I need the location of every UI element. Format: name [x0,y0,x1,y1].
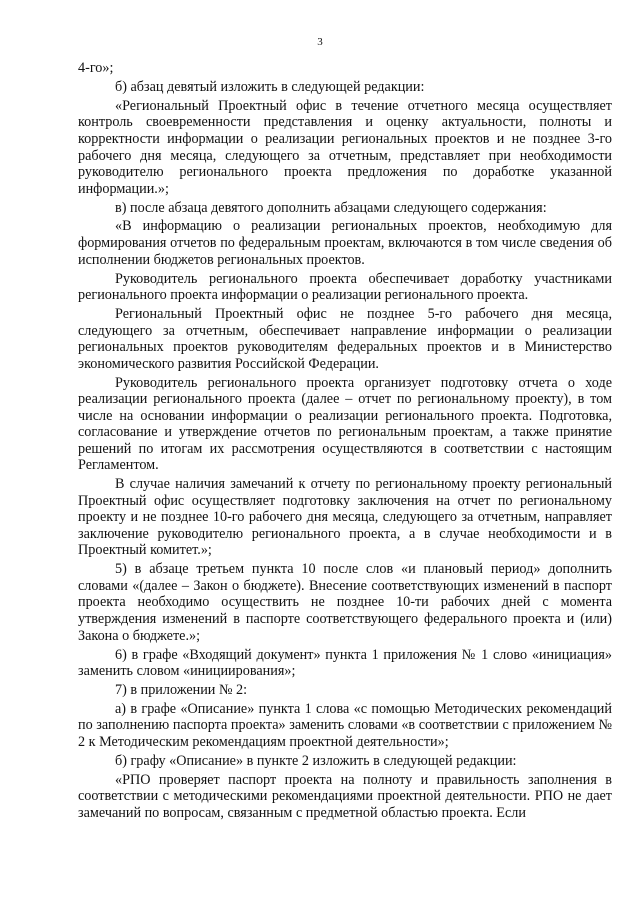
paragraph: 6) в графе «Входящий документ» пункта 1 приложения № 1 слово «инициация» заменить словом «инициирования»; [78,646,612,680]
paragraph: б) абзац девятый изложить в следующей редакции: [115,78,425,95]
paragraph: 4-го»; [78,60,114,76]
paragraph: «Региональный Проектный офис в течение отчетного месяца осуществляет контроль своевременности представления и оценку актуальности, полноты и корректности информации о реализации региональных проектов и не позднее 3-го рабочего дня месяца, следующего за отчетным, представляет при необходимости руководителю регионального проекта предложения по доработке указанной информации.»; [78,97,612,197]
paragraph: Региональный Проектный офис не позднее 5-го рабочего дня месяца, следующего за отчетным, обеспечивает направление информации о реализации региональных проектов руководителям федеральных проектов и в Министерство экономического развития Российской Федерации. [78,306,612,372]
page-number: 3 [317,36,323,48]
paragraph: «РПО проверяет паспорт проекта на полноту и правильность заполнения в соответствии с методическими рекомендациями проектной деятельности. РПО не дает замечаний по вопросам, связанным с предметной областью проекта. Если [78,771,612,821]
paragraph: Руководитель регионального проекта обеспечивает доработку участниками регионального проекта информации о реализации регионального проекта. [78,270,612,304]
document-body [78,60,612,824]
paragraph: В случае наличия замечаний к отчету по региональному проекту региональный Проектный офис осуществляет подготовку заключения на отчет по региональному проекту и не позднее 10-го рабочего дня месяца, следующего за отчетным, направляет заключение руководителю регионального проекта, а в случае необходимости и в Проектный комитет.»; [78,476,612,559]
paragraph: в) после абзаца девятого дополнить абзацами следующего содержания: [115,199,547,216]
paragraph: а) в графе «Описание» пункта 1 слова «с помощью Методических рекомендаций по заполнению паспорта проекта» заменить словами «в соответствии с приложением № 2 к Методическим рекомендациям проектной деятельности»; [78,700,612,751]
paragraph: 5) в абзаце третьем пункта 10 после слов «и плановый период» дополнить словами «(далее – Закон о бюджете). Внесение соответствующих изменений в паспорт проекта необходимо осуществить не позднее 10-ти рабочих дней с момента утверждения изменений в паспорте соответствующего федерального проекта и (или) Закона о бюджете.»; [78,561,612,644]
paragraph: Руководитель регионального проекта организует подготовку отчета о ходе реализации регионального проекта (далее – отчет по региональному проекту), в том числе на основании информации о реализации регионального проекта. Подготовка, согласование и утверждение отчетов по региональным проектам, а также принятие решений по итогам их рассмотрения осуществляются в соответствии с настоящим Регламентом. [78,374,612,474]
paragraph: 7) в приложении № 2: [115,681,248,698]
paragraph: «В информацию о реализации региональных проектов, необходимую для формирования отчетов по федеральным проектам, включаются в том числе сведения об исполнении бюджетов региональных проектов. [78,218,612,268]
paragraph: б) графу «Описание» в пункте 2 изложить в следующей редакции: [115,752,517,769]
